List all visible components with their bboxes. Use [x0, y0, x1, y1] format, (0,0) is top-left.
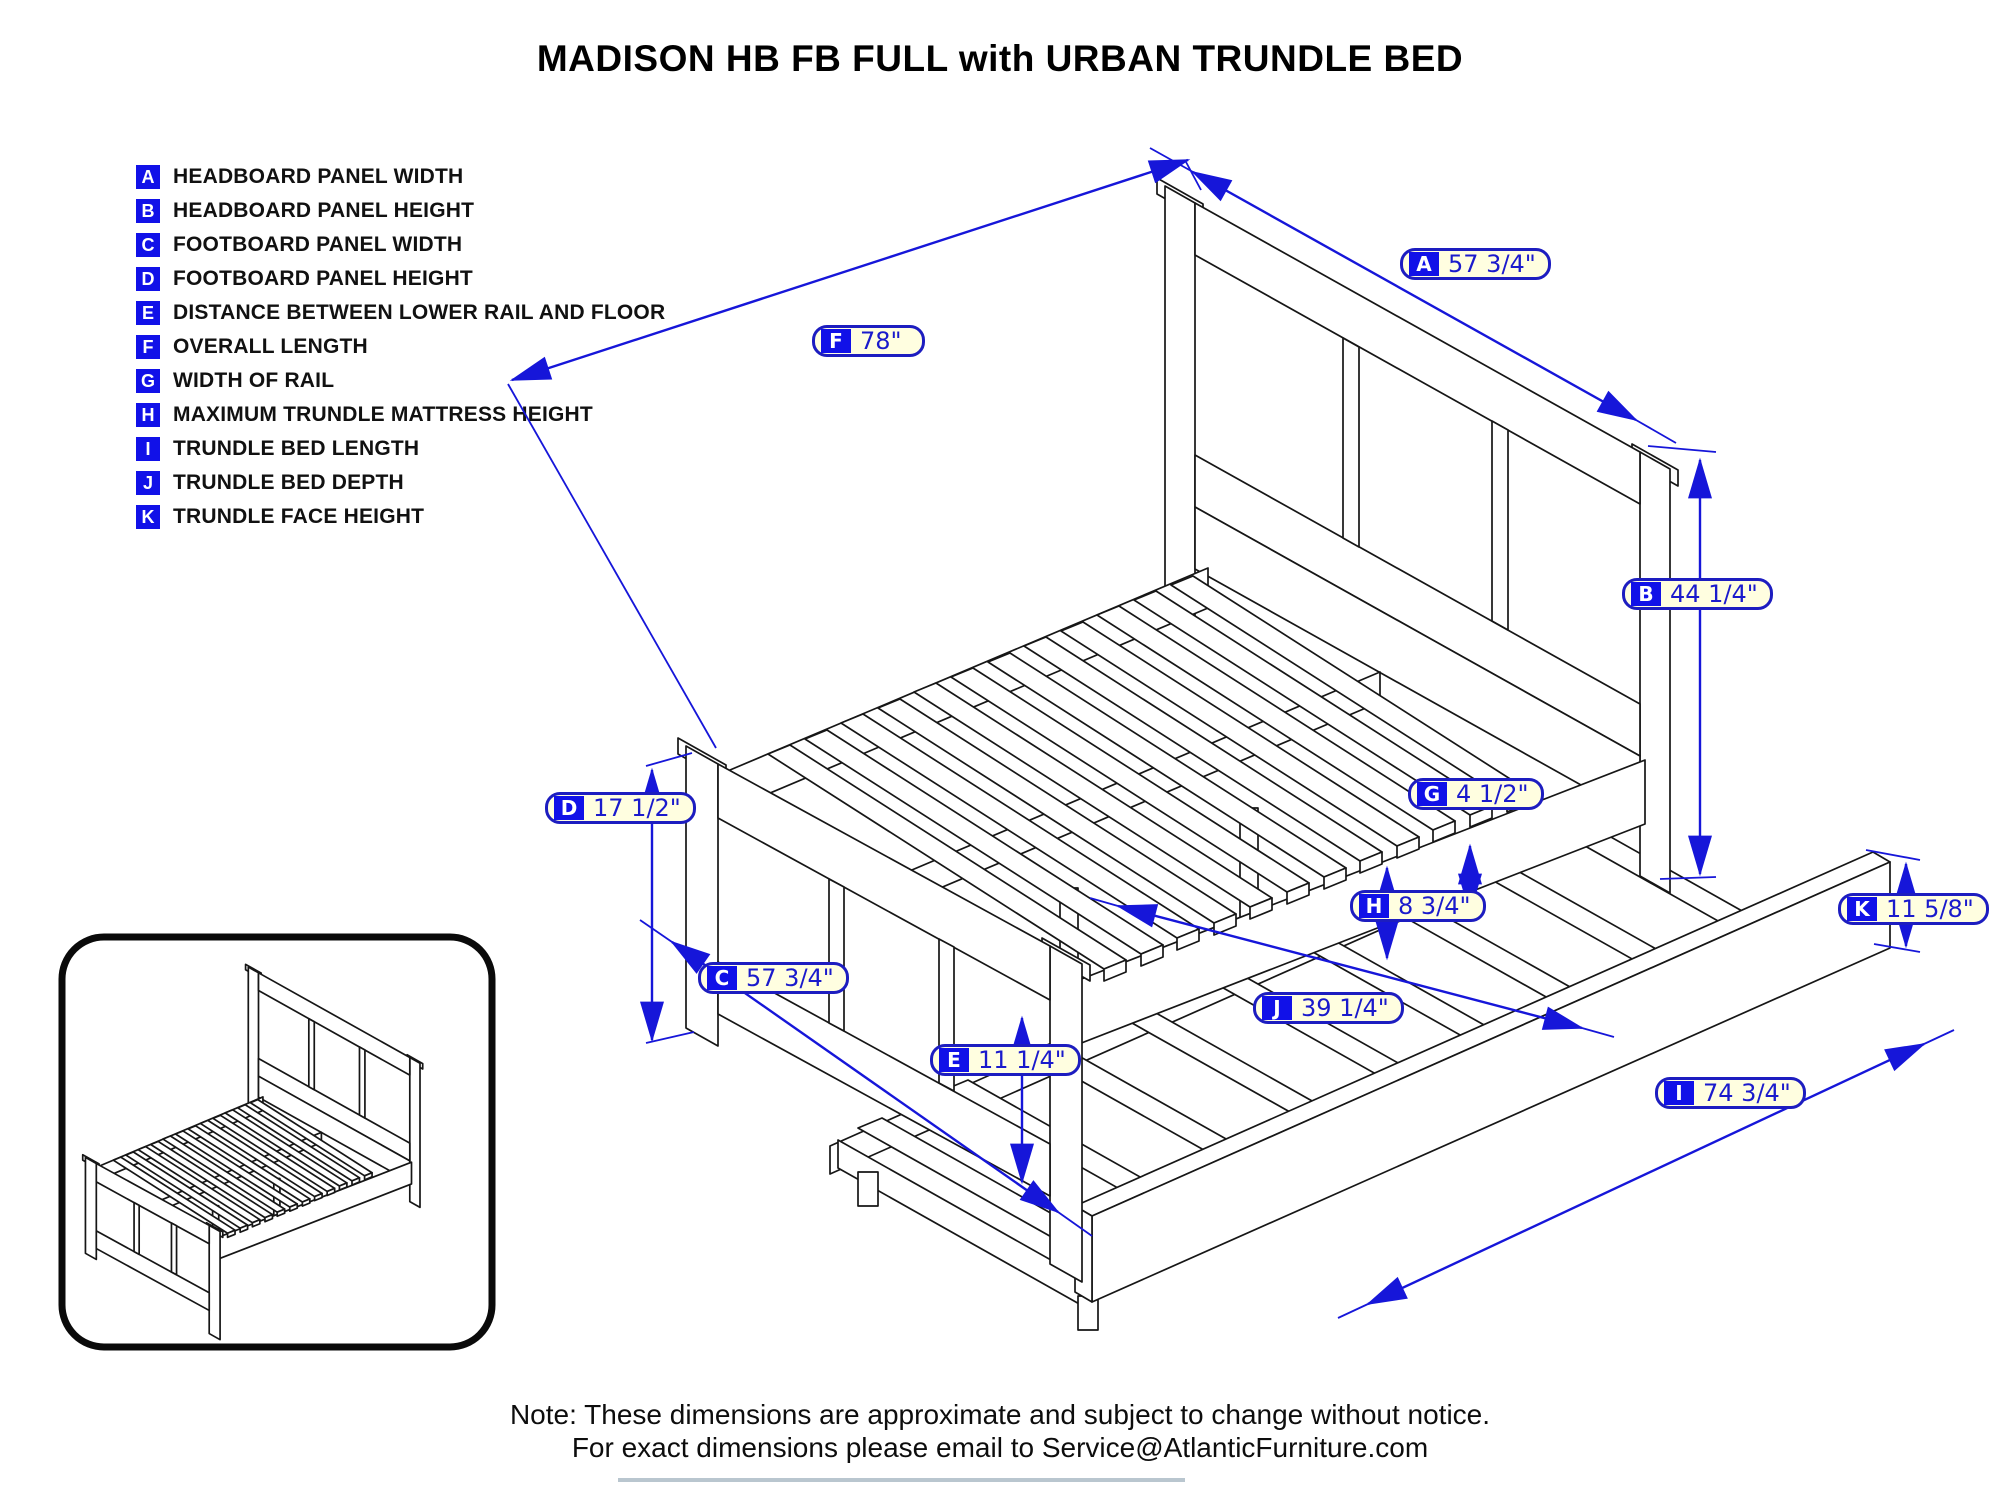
bottom-divider [618, 1478, 1185, 1482]
callout-c [698, 962, 849, 994]
legend-label-i: TRUNDLE BED LENGTH [173, 437, 420, 460]
legend-badge-g: G [136, 369, 160, 393]
legend-badge-a: A [136, 165, 160, 189]
callout-i [1655, 1077, 1806, 1109]
callout-g-badge: G [1417, 782, 1447, 806]
callout-g-value: 4 1/2" [1456, 780, 1529, 808]
callout-h-badge: H [1359, 894, 1389, 918]
legend-label-c: FOOTBOARD PANEL WIDTH [173, 233, 463, 256]
legend-badge-d: D [136, 267, 160, 291]
legend-label-b: HEADBOARD PANEL HEIGHT [173, 199, 475, 222]
callout-k [1838, 893, 1989, 925]
legend-label-e: DISTANCE BETWEEN LOWER RAIL AND FLOOR [173, 301, 666, 324]
callout-d [545, 792, 696, 824]
callout-j [1253, 992, 1404, 1024]
legend-label-g: WIDTH OF RAIL [173, 369, 335, 392]
legend-label-d: FOOTBOARD PANEL HEIGHT [173, 267, 473, 290]
legend-label-f: OVERALL LENGTH [173, 335, 368, 358]
callout-f-value: 78" [860, 327, 902, 355]
legend-label-h: MAXIMUM TRUNDLE MATTRESS HEIGHT [173, 403, 593, 426]
legend-badge-c: C [136, 233, 160, 257]
callout-h-value: 8 3/4" [1398, 892, 1471, 920]
legend-badge-e: E [136, 301, 160, 325]
callout-f [812, 325, 925, 357]
callout-k-value: 11 5/8" [1886, 895, 1974, 923]
callout-b-badge: B [1631, 582, 1661, 606]
page-title: MADISON HB FB FULL with URBAN TRUNDLE BED [536, 38, 1464, 79]
callout-e-value: 11 1/4" [978, 1046, 1066, 1074]
callout-j-value: 39 1/4" [1301, 994, 1389, 1022]
callout-c-badge: C [707, 966, 737, 990]
callout-a-value: 57 3/4" [1448, 250, 1536, 278]
callout-d-badge: D [554, 796, 584, 820]
legend-badge-b: B [136, 199, 160, 223]
legend-badge-f: F [136, 335, 160, 359]
footer-note [0, 1398, 2000, 1464]
callout-c-value: 57 3/4" [746, 964, 834, 992]
legend-label-a: HEADBOARD PANEL WIDTH [173, 165, 464, 188]
callout-g [1408, 778, 1544, 810]
callout-j-badge: J [1262, 996, 1292, 1020]
callout-e-badge: E [939, 1048, 969, 1072]
callout-k-badge: K [1847, 897, 1877, 921]
inset-thumbnail [62, 937, 492, 1347]
footer-note-line1: Note: These dimensions are approximate and subject to change without notice. [509, 1399, 1491, 1430]
legend-badge-i: I [136, 437, 160, 461]
legend-badge-h: H [136, 403, 160, 427]
callout-e [930, 1044, 1081, 1076]
legend-label-j: TRUNDLE BED DEPTH [173, 471, 404, 494]
callout-a-badge: A [1409, 252, 1439, 276]
legend-badge-j: J [136, 471, 160, 495]
callout-i-badge: I [1664, 1081, 1694, 1105]
callout-i-value: 74 3/4" [1703, 1079, 1791, 1107]
callout-h [1350, 890, 1486, 922]
legend-badge-k: K [136, 505, 160, 529]
callout-f-badge: F [821, 329, 851, 353]
callout-b-value: 44 1/4" [1670, 580, 1758, 608]
callout-d-value: 17 1/2" [593, 794, 681, 822]
callout-a [1400, 248, 1551, 280]
legend-label-k: TRUNDLE FACE HEIGHT [173, 505, 425, 528]
footer-note-line2: For exact dimensions please email to Service@AtlanticFurniture.com [571, 1432, 1429, 1463]
callout-b [1622, 578, 1773, 610]
